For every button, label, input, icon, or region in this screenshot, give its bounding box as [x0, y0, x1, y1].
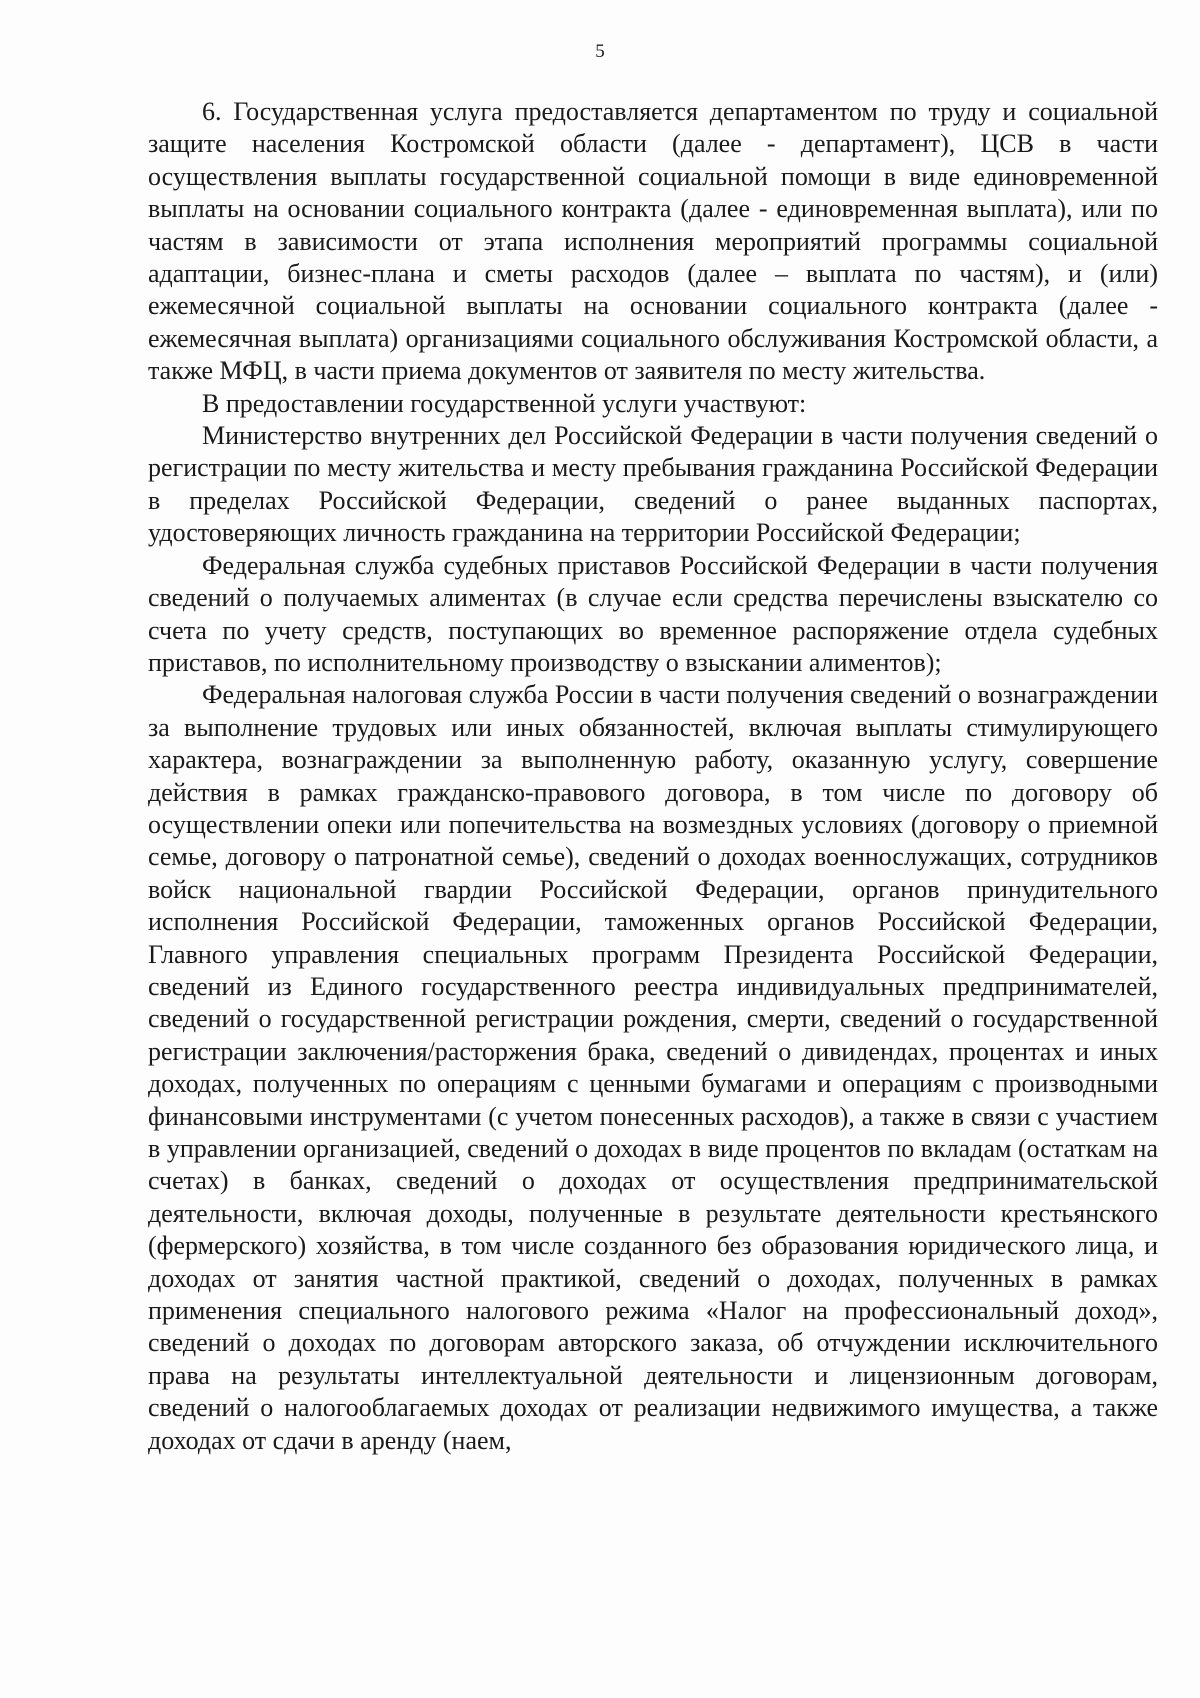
page-number: 5	[595, 41, 605, 62]
paragraph-bailiffs-service: Федеральная служба судебных приставов Российской Федерации в части получения сведений о получаемых алиментах (в случае если средства перечислены взыскателю со счета по учету средств, поступающих во временное распоряжение отдела судебных приставов, по исполнительному производству о взыскании алиментов);	[148, 550, 1158, 677]
paragraph-tax-service: Федеральная налоговая служба России в части получения сведений о вознаграждении за выполнение трудовых или иных обязанностей, включая выплаты стимулирующего характера, вознаграждении за выполненную работу, оказанную услугу, совершение действия в рамках гражданско-правового договора, в том числе по договору об осуществлении опеки или попечительства на возмездных условиях (договору о приемной семье, договору о патронатной семье), сведений о доходах военнослужащих, сотрудников войск национальной гвардии Российской Федерации, органов принудительного исполнения Российской Федерации, таможенных органов Российской Федерации, Главного управления специальных программ Президента Российской Федерации, сведений из Единого государственного реестра индивидуальных предпринимателей, сведений о государственной регистрации рождения, смерти, сведений о государственной регистрации заключения/расторжения брака, сведений о дивидендах, процентах и иных доходах, полученных по операциям с ценными бумагами и операциям с производными финансовыми инструментами (с учетом понесенных расходов), а также в связи с участием в управлении организацией, сведений о доходах в виде процентов по вкладам (остаткам на счетах) в банках, сведений о доходах от осуществления предпринимательской деятельности, включая доходы, полученные в результате деятельности крестьянского (фермерского) хозяйства, в том числе созданного без образования юридического лица, и доходах от занятия частной практикой, сведений о доходах, полученных в рамках применения специального налогового режима «Налог на профессиональный доход», сведений о доходах по договорам авторского заказа, об отчуждении исключительного права на результаты интеллектуальной деятельности и лицензионным договорам, сведений о налогооблагаемых доходах от реализации недвижимого имущества, а также доходах от сдачи в аренду (наем,	[148, 680, 1158, 1455]
document-body	[148, 96, 1158, 1457]
paragraph-interior-ministry: Министерство внутренних дел Российской Федерации в части получения сведений о регистрации по месту жительства и месту пребывания гражданина Российской Федерации в пределах Российской Федерации, сведений о ранее выданных паспортах, удостоверяющих личность гражданина на территории Российской Федерации;	[148, 421, 1158, 548]
paragraph-service-provider: 6. Государственная услуга предоставляется департаментом по труду и социальной защите населения Костромской области (далее - департамент), ЦСВ в части осуществления выплаты государственной социальной помощи в виде единовременной выплаты на основании социального контракта (далее - единовременная выплата), или по частям в зависимости от этапа исполнения мероприятий программы социальной адаптации, бизнес-плана и сметы расходов (далее – выплата по частям), и (или) ежемесячной социальной выплаты на основании социального контракта (далее - ежемесячная выплата) организациями социального обслуживания Костромской области, а также МФЦ, в части приема документов от заявителя по месту жительства.	[148, 97, 1158, 386]
paragraph-participants-intro: В предоставлении государственной услуги участвуют:	[202, 388, 807, 418]
